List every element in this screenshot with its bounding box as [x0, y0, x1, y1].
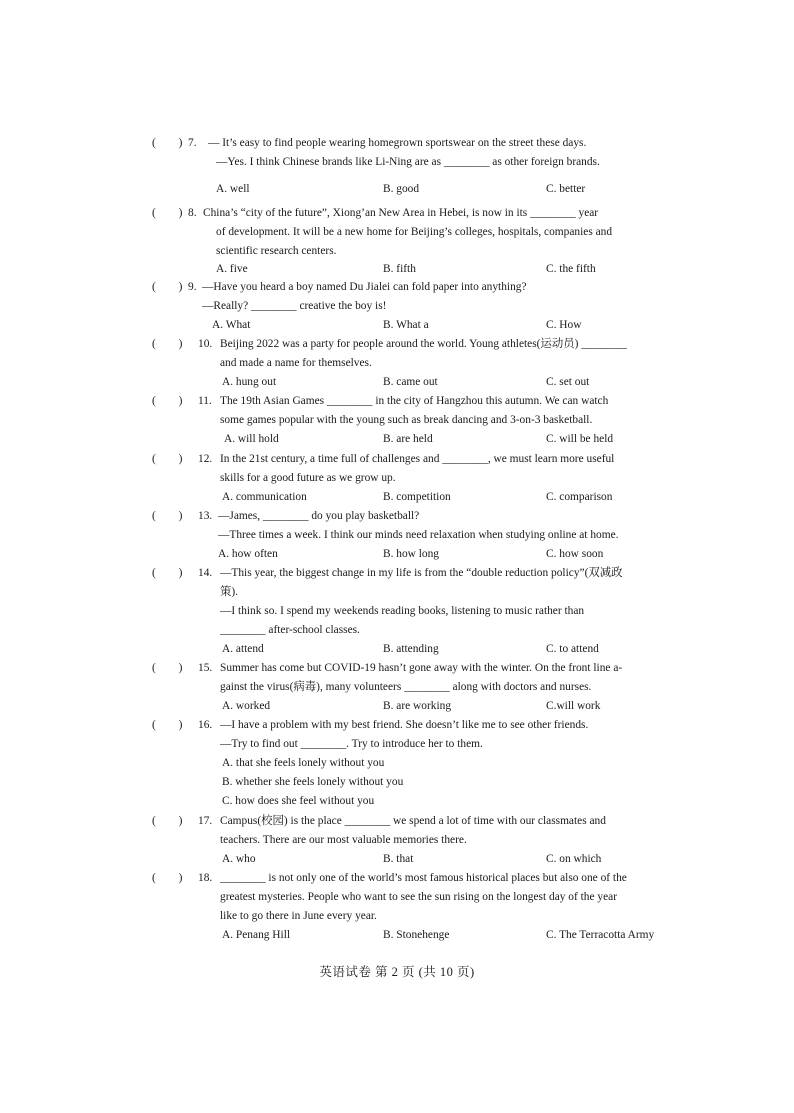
options-row: [0, 926, 794, 945]
option-a[interactable]: A. who: [222, 853, 256, 865]
answer-blank[interactable]: ( ): [152, 395, 183, 407]
option-c[interactable]: C. on which: [546, 853, 602, 865]
option-c[interactable]: C. The Terracotta Army: [546, 929, 655, 941]
option-b[interactable]: B. that: [383, 853, 414, 865]
answer-blank[interactable]: ( ): [152, 281, 183, 293]
option-b[interactable]: B. are working: [383, 700, 452, 712]
answer-blank[interactable]: ( ): [152, 815, 183, 827]
answer-blank[interactable]: ( ): [152, 338, 183, 350]
page-footer: 英语试卷 第 2 页 (共 10 页): [319, 965, 475, 979]
stem-line: —I think so. I spend my weekends reading books, listening to music rather than: [220, 605, 585, 617]
answer-blank[interactable]: ( ): [152, 207, 183, 219]
question-stem: [220, 392, 702, 430]
stem-line: The 19th Asian Games ________ in the city of Hangzhou this autumn. We can watch: [220, 395, 609, 407]
option-b[interactable]: B. are held: [383, 433, 433, 445]
option-c[interactable]: C. the fifth: [546, 263, 596, 275]
option-a[interactable]: A. will hold: [224, 433, 279, 445]
option-c[interactable]: C. comparison: [546, 491, 613, 503]
question-number: 12.: [198, 453, 213, 465]
stem-line: ________ is not only one of the world’s most famous historical places but also one of the: [220, 872, 627, 884]
options-row: [0, 545, 794, 564]
options-row: [0, 373, 794, 392]
option-c[interactable]: C. set out: [546, 376, 590, 388]
options-row: [0, 430, 794, 449]
option-a[interactable]: A. attend: [222, 643, 264, 655]
option-b[interactable]: B. competition: [383, 491, 451, 503]
stem-line: China’s “city of the future”, Xiong’an New Area in Hebei, is now in its ________ year: [203, 207, 599, 219]
option-b[interactable]: B. good: [383, 183, 420, 195]
option-c[interactable]: C. to attend: [546, 643, 599, 655]
question-stem: [218, 507, 704, 545]
option-b[interactable]: B. whether she feels lonely without you: [222, 776, 404, 788]
question-number: 18.: [198, 872, 213, 884]
answer-blank[interactable]: ( ): [152, 137, 183, 149]
stem-line: —I have a problem with my best friend. She doesn’t like me to see other friends.: [220, 719, 589, 731]
answer-blank[interactable]: ( ): [152, 567, 183, 579]
options-row: [0, 260, 794, 279]
option-a[interactable]: A. worked: [222, 700, 271, 712]
question-number: 10.: [198, 338, 213, 350]
options-row: [0, 850, 794, 869]
stem-line: greatest mysteries. People who want to see the sun rising on the longest day of the year: [220, 891, 617, 903]
option-a[interactable]: A. What: [212, 319, 251, 331]
option-a[interactable]: A. that she feels lonely without you: [222, 757, 385, 769]
stem-line: —Three times a week. I think our minds need relaxation when studying online at home.: [218, 529, 619, 541]
option-a[interactable]: A. five: [216, 263, 248, 275]
stem-line: —Really? ________ creative the boy is!: [202, 300, 387, 312]
question-number: 7.: [188, 137, 197, 149]
stem-line: like to go there in June every year.: [220, 910, 377, 922]
stem-line: Beijing 2022 was a party for people around the world. Young athletes(运动员) ________: [220, 338, 627, 350]
stem-line: of development. It will be a new home for Beijing’s colleges, hospitals, companies and: [216, 226, 613, 238]
question-stem: [220, 564, 702, 640]
stem-line: some games popular with the young such as break dancing and 3-on-3 basketball.: [220, 414, 593, 426]
stem-line: Campus(校园) is the place ________ we spend a lot of time with our classmates and: [220, 815, 606, 827]
options-row: [0, 697, 794, 716]
question-number: 16.: [198, 719, 213, 731]
question-stem: [220, 869, 702, 926]
answer-blank[interactable]: ( ): [152, 453, 183, 465]
option-c[interactable]: C. better: [546, 183, 586, 195]
question-number: 13.: [198, 510, 213, 522]
question-number: 15.: [198, 662, 213, 674]
option-a[interactable]: A. how often: [218, 548, 278, 560]
options-row: [0, 180, 794, 199]
question-stem: [203, 204, 685, 261]
stem-line: skills for a good future as we grow up.: [220, 472, 396, 484]
stem-line: —Have you heard a boy named Du Jialei can fold paper into anything?: [202, 281, 527, 293]
stem-line: ________ after-school classes.: [220, 624, 360, 636]
stem-line: —Yes. I think Chinese brands like Li-Ning are as ________ as other foreign brands.: [216, 156, 600, 168]
option-b[interactable]: B. fifth: [383, 263, 416, 275]
options-row: [0, 488, 794, 507]
option-c[interactable]: C. will be held: [546, 433, 614, 445]
question-stem: [220, 812, 702, 850]
option-b[interactable]: B. came out: [383, 376, 438, 388]
option-c[interactable]: C. how does she feel without you: [222, 795, 375, 807]
answer-blank[interactable]: ( ): [152, 510, 183, 522]
question-number: 11.: [198, 395, 212, 407]
question-stem: [220, 335, 702, 373]
answer-blank[interactable]: ( ): [152, 662, 183, 674]
option-a[interactable]: A. communication: [222, 491, 307, 503]
question-stem: [220, 716, 702, 811]
answer-blank[interactable]: ( ): [152, 872, 183, 884]
stem-line: —Try to find out ________. Try to introduce her to them.: [220, 738, 483, 750]
stem-line: scientific research centers.: [216, 245, 337, 257]
stem-line: — It’s easy to find people wearing homegrown sportswear on the street these days.: [208, 137, 587, 149]
stem-line: In the 21st century, a time full of challenges and ________, we must learn more useful: [220, 453, 615, 465]
options-row: [0, 316, 794, 335]
question-stem: [208, 134, 690, 172]
question-number: 17.: [198, 815, 213, 827]
option-c[interactable]: C. how soon: [546, 548, 604, 560]
options-row: [0, 640, 794, 659]
option-b[interactable]: B. attending: [383, 643, 439, 655]
stem-line: Summer has come but COVID-19 hasn’t gone away with the winter. On the front line a-: [220, 662, 623, 674]
question-stem: [220, 659, 702, 697]
stem-line: 策).: [220, 586, 239, 598]
stem-line: and made a name for themselves.: [220, 357, 372, 369]
option-a[interactable]: A. Penang Hill: [222, 929, 291, 941]
option-a[interactable]: A. hung out: [222, 376, 277, 388]
option-c[interactable]: C.will work: [546, 700, 601, 712]
option-b[interactable]: B. Stonehenge: [383, 929, 450, 941]
stem-line: teachers. There are our most valuable memories there.: [220, 834, 467, 846]
answer-blank[interactable]: ( ): [152, 719, 183, 731]
question-number: 9.: [188, 281, 197, 293]
question-number: 8.: [188, 207, 197, 219]
question-number: 14.: [198, 567, 213, 579]
stem-line: —James, ________ do you play basketball?: [218, 510, 420, 522]
question-stem: [202, 278, 684, 316]
question-stem: [220, 450, 702, 488]
option-a[interactable]: A. well: [216, 183, 250, 195]
stem-line: —This year, the biggest change in my life is from the “double reduction policy”(双减政: [220, 567, 623, 579]
option-b[interactable]: B. how long: [383, 548, 440, 560]
stem-line: gainst the virus(病毒), many volunteers ________ along with doctors and nurses.: [220, 681, 592, 693]
option-b[interactable]: B. What a: [383, 319, 429, 331]
option-c[interactable]: C. How: [546, 319, 582, 331]
